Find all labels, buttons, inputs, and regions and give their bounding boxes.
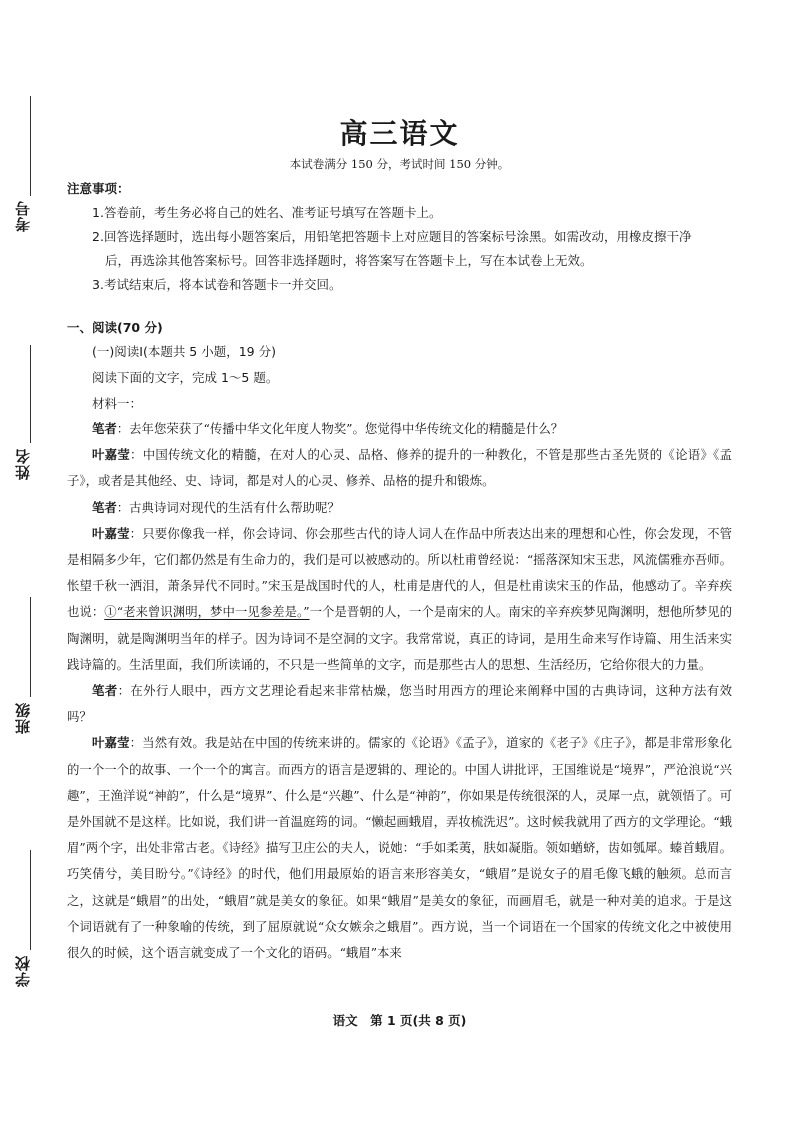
speaker-name: 笔者 [92,499,117,515]
speaker-name: 叶嘉莹 [92,735,130,751]
notice-item [92,201,732,225]
dialogue-text: ：古典诗词对现代的生活有什么帮助呢？ [116,499,340,515]
exam-info: 本试卷满分 150 分，考试时间 150 分钟。 [289,157,510,171]
page-footer: 语文 第 1 页(共 8 页) [332,1013,467,1028]
dialogue-paragraph [67,521,732,678]
class-line [30,597,31,697]
notice-heading: 注意事项： [67,181,130,196]
dialogue-text: ：当然有效。我是站在中国的传统来讲的。儒家的《论语》《孟子》，道家的《老子》《庄子》，都是非常形象化的一个一个的故事、一个一个的寓言。而西方的语言是逻辑的、理论的。中国人讲批评，王国维说是“境界”，严沧浪说“兴趣”，王渔洋说“神韵”，什么是“境界”、什么是“兴趣”、什么是“神韵”，你如果是传统很深的人，灵犀一点，就领悟了。可是外国就不是这样。比如说，我们讲一首温庭筠的词。“懒起画蛾眉，弄妆梳洗迟”。这时候我就用了西方的文学理论。“蛾眉”两个字，出处非常古老。《诗经》描写卫庄公的夫人，说她：“手如柔荑，肤如凝脂。领如蝤蛴，齿如瓠犀。螓首蛾眉。巧笑倩兮，美目盼兮。”《诗经》的时代，他们用最原始的语言来形容美女，“蛾眉”是说女子的眉毛像飞蛾的触须。总而言之，这就是“蛾眉”的出处，“蛾眉”就是美女的象征。如果“蛾眉”是美女的象征，而画眉毛，就是一种对美的追求。于是这个词语就有了一种象喻的传统，到了屈原就说“众女嫉余之蛾眉”。西方说，当一个词语在一个国家的传统文化之中被使用很久的时候，这个语言就变成了一个文化的语码。“蛾眉”本来 [67,735,732,961]
notice-text: 答卷前，考生务必将自己的姓名、准考证号填写在答题卡上。 [103,205,442,220]
section-heading: 一、阅读(70 分) [67,320,163,335]
notice-item [92,225,732,273]
dialogue-text: ：中国传统文化的精髓，在对人的心灵、品格、修养的提升的一种教化，不管是那些古圣先贤的《论语》《孟子》，或者是其他经、史、诗词，都是对人的心灵、修养、品格的提升和锻炼。 [67,447,732,489]
notice-text: 考试结束后，将本试卷和答题卡一并交回。 [103,277,342,292]
notice-number: 3. [92,277,104,292]
underlined-quote: ①“老来曾识渊明，梦中一见参差是。” [104,604,310,620]
material-label: 材料一： [92,396,143,411]
subsection-heading: (一)阅读Ⅰ(本题共 5 小题，19 分) [92,344,276,359]
student-id-label: 考号 [14,200,32,232]
speaker-name: 笔者 [92,683,118,699]
notice-text: 回答选择题时，选出每小题答案后，用铅笔把答题卡上对应题目的答案标号涂黑。如需改动，用橡皮擦干净 [103,229,692,244]
dialogue-text: 一个是晋朝的人，一个是南宋的人。南宋的辛弃疾梦见陶渊明，想他所梦见的陶渊明，就是陶渊明当年的样子。因为诗词不是空洞的文字。我常常说，真正的诗词，是用生命来写作诗篇、用生活来实践诗篇的。生活里面，我们所读诵的，不只是一些简单的文字，而是那些古人的思想、生活经历，它给你很大的力量。 [67,604,733,672]
notice-item [92,273,732,297]
dialogue-paragraph [67,495,732,521]
name-line [30,345,31,443]
speaker-name: 叶嘉莹 [92,525,130,541]
dialogue-paragraph [67,730,732,966]
dialogue-text: ：只要你像我一样，你会诗词、你会那些古代的诗人词人在作品中所表达出来的理想和心性，你会发现，不管是相隔多少年，它们都仍然是有生命力的，我们是可以被感动的。所以杜甫曾经说：“摇落深知宋玉悲，风流儒雅亦吾师。怅望千秋一洒泪，萧条异代不同时。”宋玉是战国时代的人，杜甫是唐代的人，但是杜甫读宋玉的作品，他感动了。辛弃疾也说： [67,525,733,620]
dialogue-text: ：去年您荣获了“传播中华文化年度人物奖”。您觉得中华传统文化的精髓是什么？ [116,421,564,436]
class-label: 班级 [14,702,32,734]
notice-list [67,201,732,297]
notice-number: 2. [92,229,104,244]
notice-number: 1. [92,205,104,220]
interview-text [67,416,732,966]
dialogue-paragraph [67,416,732,442]
dialogue-paragraph [67,678,732,730]
speaker-name: 笔者 [92,421,117,436]
name-label: 姓名 [14,448,32,480]
school-line [30,850,31,950]
speaker-name: 叶嘉莹 [92,447,131,463]
notice-text-continued: 后，再选涂其他答案标号。回答非选择题时，将答案写在答题卡上，写在本试卷上无效。 [105,253,593,268]
student-id-line [30,96,31,196]
binding-margin [0,0,60,1123]
page-title: 高三语文 [339,117,460,150]
reading-instruction: 阅读下面的文字，完成 1～5 题。 [92,370,279,385]
dialogue-paragraph [67,442,732,494]
school-label: 学校 [14,955,32,987]
dialogue-text: ：在外行人眼中，西方文艺理论看起来非常枯燥，您当时用西方的理论来阐释中国的古典诗词，这种方法有效吗？ [67,683,733,725]
